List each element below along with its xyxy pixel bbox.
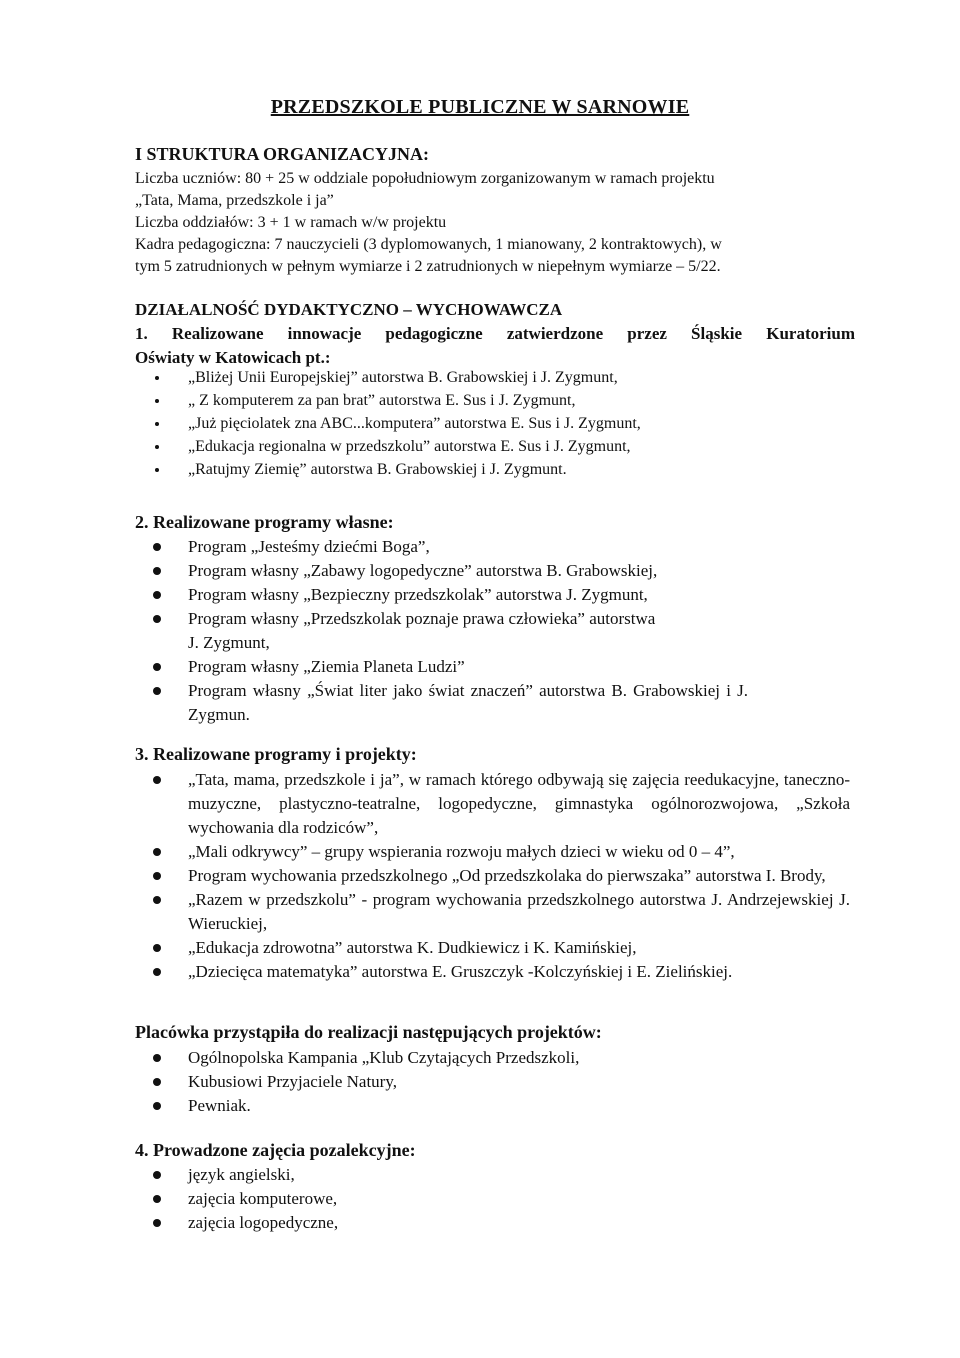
list-item: „Edukacja regionalna w przedszkolu” autorstwa E. Sus i J. Zygmunt, <box>150 435 850 458</box>
list-item: Program własny „Ziemia Planeta Ludzi” <box>150 655 710 679</box>
section-structure <box>135 142 855 278</box>
list-item: „Bliżej Unii Europejskiej” autorstwa B. Grabowskiej i J. Zygmunt, <box>150 366 850 389</box>
joined-projects-heading: Placówka przystąpiła do realizacji następujących projektów: <box>135 1022 602 1042</box>
document-title: PRZEDSZKOLE PUBLICZNE W SARNOWIE <box>270 96 690 118</box>
joined-projects-list <box>150 1046 850 1118</box>
own-programs-heading: 2. Realizowane programy własne: <box>135 512 394 532</box>
list-item: „Razem w przedszkolu” - program wychowania przedszkolnego autorstwa J. Andrzejewskiej J. Wieruckiej, <box>150 888 850 936</box>
innovations-intro-line-1: 1. Realizowane innowacje pedagogiczne zatwierdzone przez Śląskie Kuratorium <box>135 324 855 343</box>
list-item: Program „Jesteśmy dziećmi Boga”, <box>150 535 710 559</box>
section-own-programs <box>135 510 855 534</box>
section-structure-heading: I STRUKTURA ORGANIZACYJNA: <box>135 144 430 164</box>
list-item: język angielski, <box>150 1163 850 1187</box>
structure-line-4: Kadra pedagogiczna: 7 nauczycieli (3 dyplomowanych, 1 mianowany, 2 kontraktowych), w <box>135 236 722 253</box>
list-item: „Ratujmy Ziemię” autorstwa B. Grabowskiej i J. Zygmunt. <box>150 458 850 481</box>
section-didactic <box>135 298 855 370</box>
list-item: „Tata, mama, przedszkole i ja”, w ramach którego odbywają się zajęcia reedukacyjne, taneczno-muzyczne, plastyczno-teatralne, logopedyczne, gimnastyka ogólnorozwojowa, „Szkoła wychowania dla rodziców”, <box>150 768 850 840</box>
list-item: Pewniak. <box>150 1094 850 1118</box>
list-item: zajęcia komputerowe, <box>150 1187 850 1211</box>
list-item: Program własny „Przedszkolak poznaje prawa człowieka” autorstwa J. Zygmunt, <box>150 607 658 655</box>
list-item: Program własny „Świat liter jako świat znaczeń” autorstwa B. Grabowskiej i J. Zygmun. <box>150 679 748 727</box>
list-item: Ogólnopolska Kampania „Klub Czytających Przedszkoli, <box>150 1046 850 1070</box>
innovations-list <box>150 366 850 481</box>
section-extracurricular <box>135 1138 855 1162</box>
list-item: „Już pięciolatek zna ABC...komputera” autorstwa E. Sus i J. Zygmunt, <box>150 412 850 435</box>
extracurricular-heading: 4. Prowadzone zajęcia pozalekcyjne: <box>135 1140 416 1160</box>
structure-line-3: Liczba oddziałów: 3 + 1 w ramach w/w projektu <box>135 214 447 231</box>
list-item: „Mali odkrywcy” – grupy wspierania rozwoju małych dzieci w wieku od 0 – 4”, <box>150 840 850 864</box>
list-item: zajęcia logopedyczne, <box>150 1211 850 1235</box>
section-projects <box>135 742 855 766</box>
list-item: „Edukacja zdrowotna” autorstwa K. Dudkiewicz i K. Kamińskiej, <box>150 936 850 960</box>
list-item: Program własny „Bezpieczny przedszkolak” autorstwa J. Zygmunt, <box>150 583 710 607</box>
section-didactic-heading: DZIAŁALNOŚĆ DYDAKTYCZNO – WYCHOWAWCZA <box>135 300 563 319</box>
own-programs-list <box>150 535 748 727</box>
structure-line-5: tym 5 zatrudnionych w pełnym wymiarze i 2 zatrudnionych w niepełnym wymiarze – 5/22. <box>135 258 721 275</box>
list-item: „ Z komputerem za pan brat” autorstwa E. Sus i J. Zygmunt, <box>150 389 850 412</box>
list-item: Program wychowania przedszkolnego „Od przedszkolaka do pierwszaka” autorstwa I. Brody, <box>150 864 850 888</box>
innovations-intro-line-2: Oświaty w Katowicach pt.: <box>135 348 331 367</box>
list-item: Kubusiowi Przyjaciele Natury, <box>150 1070 850 1094</box>
projects-list <box>150 768 850 984</box>
list-item: „Dziecięca matematyka” autorstwa E. Gruszczyk -Kolczyńskiej i E. Zielińskiej. <box>150 960 850 984</box>
structure-line-2: „Tata, Mama, przedszkole i ja” <box>135 192 334 209</box>
section-joined-projects <box>135 1020 855 1044</box>
extracurricular-list <box>150 1163 850 1235</box>
structure-line-1: Liczba uczniów: 80 + 25 w oddziale popołudniowym zorganizowanym w ramach projektu <box>135 170 715 187</box>
list-item: Program własny „Zabawy logopedyczne” autorstwa B. Grabowskiej, <box>150 559 710 583</box>
projects-heading: 3. Realizowane programy i projekty: <box>135 744 417 764</box>
